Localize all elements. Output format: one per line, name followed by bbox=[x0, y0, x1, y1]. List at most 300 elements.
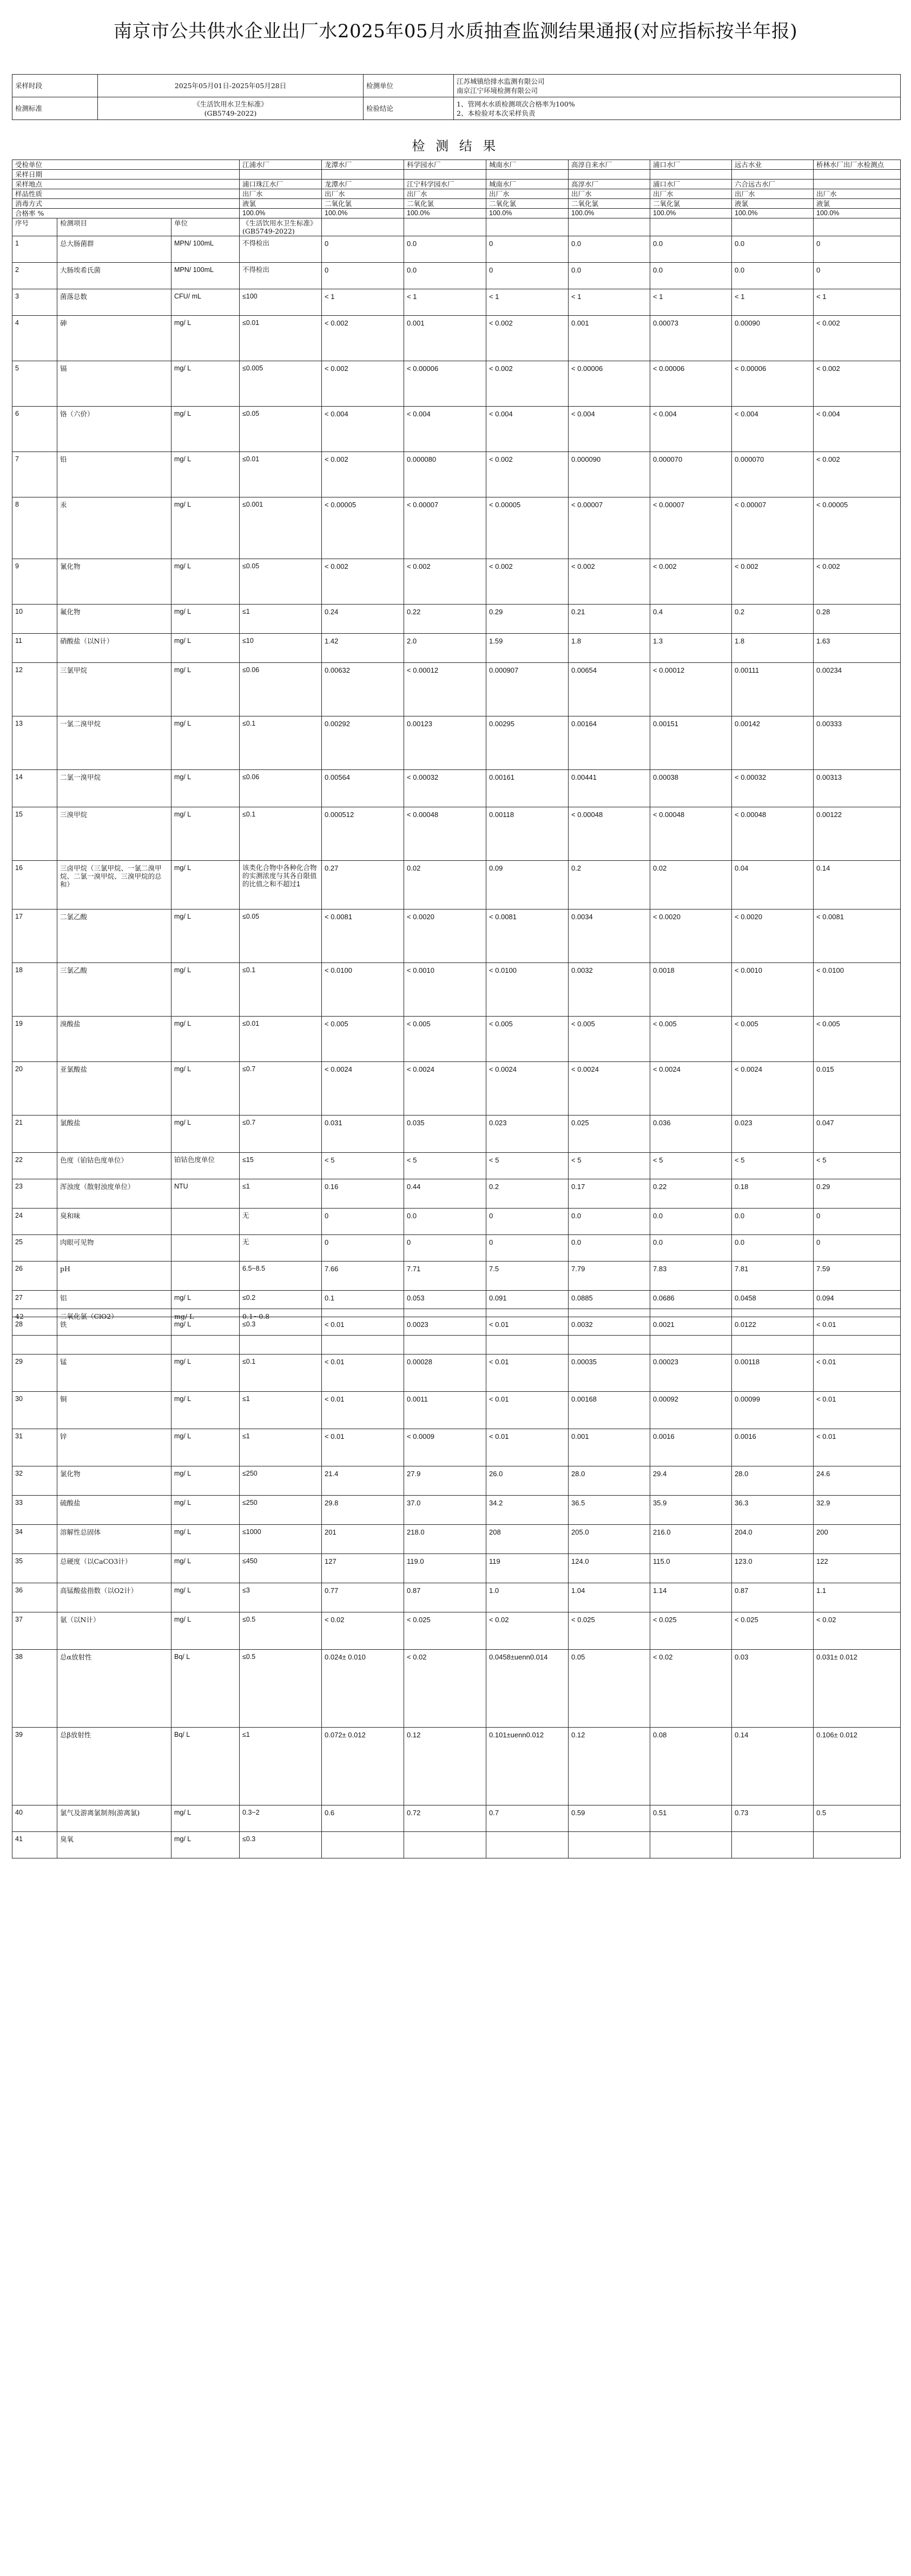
table-row bbox=[12, 1466, 901, 1496]
row-item: 硝酸盐（以N计） bbox=[57, 634, 171, 663]
row-value: 0.00092 bbox=[650, 1392, 732, 1429]
row-number: 25 bbox=[12, 1235, 57, 1262]
row-standard: 该类化合物中各种化合物的实测浓度与其各自限值的比值之和不超过1 bbox=[240, 861, 322, 909]
row-value: < 0.002 bbox=[569, 559, 650, 605]
row-value: 0.0034 bbox=[569, 909, 650, 963]
row-value: < 0.002 bbox=[650, 559, 732, 605]
row-value: < 0.0010 bbox=[732, 963, 814, 1017]
row-standard: ≤0.01 bbox=[240, 316, 322, 361]
row-value: < 0.004 bbox=[732, 407, 814, 452]
row-item: 总大肠菌群 bbox=[57, 236, 171, 263]
row-value: < 0.01 bbox=[486, 1429, 569, 1466]
row-value: 127 bbox=[322, 1554, 404, 1583]
row-value: < 0.002 bbox=[486, 559, 569, 605]
row-value: < 0.005 bbox=[322, 1017, 404, 1062]
row-item: 一氯二溴甲烷 bbox=[57, 716, 171, 770]
row-value: 0.0 bbox=[650, 1209, 732, 1235]
table-row bbox=[12, 1650, 901, 1728]
disinfect-method: 二氧化氯 bbox=[486, 199, 569, 209]
row-number: 20 bbox=[12, 1062, 57, 1116]
col-header-standard: 《生活饮用水卫生标准》(GB5749-2022) bbox=[240, 218, 322, 236]
row-item: 总硬度（以CaCO3计） bbox=[57, 1554, 171, 1583]
row-value: < 0.004 bbox=[569, 407, 650, 452]
row-standard: ≤0.05 bbox=[240, 407, 322, 452]
row-unit: mg/ L bbox=[171, 452, 240, 497]
row-value: < 0.002 bbox=[486, 316, 569, 361]
row-value: 0.0011 bbox=[404, 1392, 486, 1429]
row-value: < 0.025 bbox=[650, 1612, 732, 1650]
pass-rate: 100.0% bbox=[486, 209, 569, 218]
row-value bbox=[322, 1309, 404, 1336]
row-value: 0.73 bbox=[732, 1805, 814, 1832]
row-value: 1.63 bbox=[814, 634, 901, 663]
row-value: 0.0 bbox=[732, 1209, 814, 1235]
row-value: 0 bbox=[814, 236, 901, 263]
sample-type: 出厂水 bbox=[404, 189, 486, 199]
row-value: 0.0 bbox=[732, 236, 814, 263]
row-unit: mg/ L bbox=[171, 361, 240, 407]
row-value: 0.001 bbox=[569, 316, 650, 361]
row-value: < 1 bbox=[404, 289, 486, 316]
row-unit: Bq/ L bbox=[171, 1728, 240, 1805]
table-row bbox=[12, 1392, 901, 1429]
row-item: 色度（铂钴色度单位） bbox=[57, 1153, 171, 1179]
table-row bbox=[12, 807, 901, 861]
sample-location: 浦口珠江水厂 bbox=[240, 180, 322, 189]
row-value: < 0.02 bbox=[486, 1612, 569, 1650]
row-value: 0.87 bbox=[404, 1583, 486, 1612]
row-value: 0.2 bbox=[732, 605, 814, 634]
row-value: < 0.00012 bbox=[650, 663, 732, 716]
table-row bbox=[12, 1355, 901, 1392]
results-table bbox=[12, 160, 901, 1858]
header-row bbox=[12, 170, 901, 180]
row-value: 208 bbox=[486, 1525, 569, 1554]
row-value: 205.0 bbox=[569, 1525, 650, 1554]
row-value: < 0.00005 bbox=[322, 497, 404, 559]
row-value: 0.0 bbox=[650, 263, 732, 289]
row-number: 17 bbox=[12, 909, 57, 963]
row-number: 18 bbox=[12, 963, 57, 1017]
row-standard: ≤0.3 bbox=[240, 1832, 322, 1858]
table-row bbox=[12, 361, 901, 407]
row-value: 7.79 bbox=[569, 1262, 650, 1291]
row-number: 1 bbox=[12, 236, 57, 263]
row-value: 2.0 bbox=[404, 634, 486, 663]
row-value: 119 bbox=[486, 1554, 569, 1583]
row-value: < 0.0024 bbox=[732, 1062, 814, 1116]
row-value: 0.72 bbox=[404, 1805, 486, 1832]
row-standard: ≤0.001 bbox=[240, 497, 322, 559]
row-value: 0.00164 bbox=[569, 716, 650, 770]
row-value: < 0.00048 bbox=[404, 807, 486, 861]
row-unit: mg/ L bbox=[171, 1429, 240, 1466]
table-row bbox=[12, 407, 901, 452]
plant-name: 浦口水厂 bbox=[650, 160, 732, 170]
col-header-unit: 单位 bbox=[171, 218, 240, 236]
sample-type: 出厂水 bbox=[650, 189, 732, 199]
table-row bbox=[12, 634, 901, 663]
row-value: 0.29 bbox=[814, 1179, 901, 1209]
sample-type: 出厂水 bbox=[732, 189, 814, 199]
row-value: < 0.004 bbox=[486, 407, 569, 452]
row-unit: mg/ L bbox=[171, 1583, 240, 1612]
row-standard: 6.5~8.5 bbox=[240, 1262, 322, 1291]
table-row bbox=[12, 452, 901, 497]
table-row bbox=[12, 1612, 901, 1650]
row-item: 三氯甲烷 bbox=[57, 663, 171, 716]
row-item: 大肠埃希氏菌 bbox=[57, 263, 171, 289]
row-value: 0.77 bbox=[322, 1583, 404, 1612]
row-value: 0.24 bbox=[322, 605, 404, 634]
row-value: < 0.01 bbox=[322, 1392, 404, 1429]
col-header-blank bbox=[650, 218, 732, 236]
row-value: 0.031 bbox=[322, 1116, 404, 1153]
row-unit bbox=[171, 1209, 240, 1235]
row-value: 0.08 bbox=[650, 1728, 732, 1805]
row-number: 26 bbox=[12, 1262, 57, 1291]
row-value: < 1 bbox=[486, 289, 569, 316]
row-value: < 0.0024 bbox=[322, 1062, 404, 1116]
row-value: 204.0 bbox=[732, 1525, 814, 1554]
conclusion-value: 1、管网水水质检测项次合格率为100% 2、本检验对本次采样负责 bbox=[454, 97, 901, 120]
row-value: < 0.01 bbox=[486, 1392, 569, 1429]
row-standard: ≤0.01 bbox=[240, 452, 322, 497]
table-row bbox=[12, 963, 901, 1017]
table-row bbox=[12, 1309, 901, 1336]
row-value: 0.02 bbox=[650, 861, 732, 909]
row-unit: mg/ L bbox=[171, 1832, 240, 1858]
row-value: 0.091 bbox=[486, 1291, 569, 1317]
header-label: 采样地点 bbox=[12, 180, 240, 189]
row-value: 0 bbox=[322, 1209, 404, 1235]
sample-type: 出厂水 bbox=[322, 189, 404, 199]
row-value: 0.0 bbox=[569, 1209, 650, 1235]
row-value bbox=[814, 1309, 901, 1336]
row-value: < 0.01 bbox=[814, 1317, 901, 1355]
disinfect-method: 二氧化氯 bbox=[322, 199, 404, 209]
row-value: < 0.01 bbox=[322, 1429, 404, 1466]
row-standard: ≤1 bbox=[240, 1392, 322, 1429]
row-item: 肉眼可见物 bbox=[57, 1235, 171, 1262]
row-value: 1.8 bbox=[732, 634, 814, 663]
row-value: 0.0023 bbox=[404, 1317, 486, 1355]
row-item: 臭和味 bbox=[57, 1209, 171, 1235]
conclusion-label: 检验结论 bbox=[364, 97, 454, 120]
row-unit: mg/ L bbox=[171, 1496, 240, 1525]
row-unit bbox=[171, 1262, 240, 1291]
row-value: 0.16 bbox=[322, 1179, 404, 1209]
row-item: 铝 bbox=[57, 1291, 171, 1317]
row-unit: mg/ L bbox=[171, 1355, 240, 1392]
row-standard: ≤0.06 bbox=[240, 663, 322, 716]
row-value: < 0.002 bbox=[322, 452, 404, 497]
plant-name: 高淳自来水厂 bbox=[569, 160, 650, 170]
row-value: 36.5 bbox=[569, 1496, 650, 1525]
row-value: 0.00090 bbox=[732, 316, 814, 361]
table-row bbox=[12, 605, 901, 634]
row-item: 氰化物 bbox=[57, 559, 171, 605]
sample-type: 出厂水 bbox=[569, 189, 650, 199]
row-value: 0.04 bbox=[732, 861, 814, 909]
table-row bbox=[12, 1017, 901, 1062]
row-value: 0 bbox=[404, 1235, 486, 1262]
row-value: < 0.0100 bbox=[486, 963, 569, 1017]
row-value: < 0.02 bbox=[322, 1612, 404, 1650]
row-value: 0.00168 bbox=[569, 1392, 650, 1429]
sample-type: 出厂水 bbox=[486, 189, 569, 199]
row-value: 0.00028 bbox=[404, 1355, 486, 1392]
row-item: 铁 bbox=[57, 1317, 171, 1355]
row-value: 0.0 bbox=[404, 1209, 486, 1235]
sample-date bbox=[240, 170, 322, 180]
row-value: < 5 bbox=[569, 1153, 650, 1179]
row-value: < 0.0100 bbox=[322, 963, 404, 1017]
row-value: 29.8 bbox=[322, 1496, 404, 1525]
sample-date bbox=[814, 170, 901, 180]
row-value: 0.00292 bbox=[322, 716, 404, 770]
row-value bbox=[569, 1309, 650, 1336]
row-item: 锰 bbox=[57, 1355, 171, 1392]
row-value: < 0.004 bbox=[322, 407, 404, 452]
row-value: 0.00118 bbox=[732, 1355, 814, 1392]
table-row bbox=[12, 559, 901, 605]
row-value: < 0.00048 bbox=[569, 807, 650, 861]
row-item: 锌 bbox=[57, 1429, 171, 1466]
row-value: 24.6 bbox=[814, 1466, 901, 1496]
row-value: 0 bbox=[814, 1209, 901, 1235]
row-standard: ≤1 bbox=[240, 1429, 322, 1466]
row-item: 臭氧 bbox=[57, 1832, 171, 1858]
row-value: < 0.002 bbox=[814, 316, 901, 361]
row-value: < 1 bbox=[732, 289, 814, 316]
period-label: 采样时段 bbox=[12, 75, 98, 97]
row-value: < 5 bbox=[732, 1153, 814, 1179]
row-value: 0.0 bbox=[569, 1235, 650, 1262]
row-value: 115.0 bbox=[650, 1554, 732, 1583]
sample-location bbox=[814, 180, 901, 189]
row-value: < 0.002 bbox=[814, 452, 901, 497]
row-value: < 0.025 bbox=[404, 1612, 486, 1650]
table-row bbox=[12, 263, 901, 289]
row-value: 0.00151 bbox=[650, 716, 732, 770]
row-value: 0.000070 bbox=[732, 452, 814, 497]
plant-name: 桥林水厂出厂水检测点 bbox=[814, 160, 901, 170]
row-value: 0.12 bbox=[404, 1728, 486, 1805]
row-value: 7.83 bbox=[650, 1262, 732, 1291]
row-value: 1.3 bbox=[650, 634, 732, 663]
row-value: < 0.002 bbox=[814, 361, 901, 407]
row-value: 0.000090 bbox=[569, 452, 650, 497]
row-standard: ≤250 bbox=[240, 1496, 322, 1525]
table-row bbox=[12, 1429, 901, 1466]
row-value: < 0.02 bbox=[404, 1650, 486, 1728]
row-value: 0.00295 bbox=[486, 716, 569, 770]
standard-value: 《生活饮用水卫生标准》 (GB5749-2022) bbox=[98, 97, 364, 120]
row-unit: mg/ L bbox=[171, 861, 240, 909]
row-value: < 5 bbox=[404, 1153, 486, 1179]
row-value: 0 bbox=[486, 1235, 569, 1262]
row-value: 0.2 bbox=[569, 861, 650, 909]
row-value: 0.09 bbox=[486, 861, 569, 909]
row-value: 0.00111 bbox=[732, 663, 814, 716]
row-standard: ≤0.1 bbox=[240, 963, 322, 1017]
row-number: 38 bbox=[12, 1650, 57, 1728]
row-number: 27 bbox=[12, 1291, 57, 1317]
row-value: 1.14 bbox=[650, 1583, 732, 1612]
row-value: 1.8 bbox=[569, 634, 650, 663]
row-number: 39 bbox=[12, 1728, 57, 1805]
row-item: 铬（六价） bbox=[57, 407, 171, 452]
row-value: 0.00161 bbox=[486, 770, 569, 807]
plant-name: 龙潭水厂 bbox=[322, 160, 404, 170]
row-unit: mg/ L bbox=[171, 1612, 240, 1650]
row-unit: mg/ L bbox=[171, 316, 240, 361]
row-value: < 5 bbox=[486, 1153, 569, 1179]
row-number: 6 bbox=[12, 407, 57, 452]
row-standard: 0.3~2 bbox=[240, 1805, 322, 1832]
row-value: < 0.0024 bbox=[404, 1062, 486, 1116]
row-value: 21.4 bbox=[322, 1466, 404, 1496]
row-item: 三卤甲烷（三氯甲烷、一氯二溴甲烷、二氯一溴甲烷、三溴甲烷的总和） bbox=[57, 861, 171, 909]
plant-name: 科学园水厂 bbox=[404, 160, 486, 170]
row-item: 三氯乙酸 bbox=[57, 963, 171, 1017]
row-unit: mg/ L bbox=[171, 663, 240, 716]
row-value: < 0.00005 bbox=[814, 497, 901, 559]
row-unit: mg/ L bbox=[171, 1291, 240, 1317]
row-value: < 0.002 bbox=[732, 559, 814, 605]
row-number: 30 bbox=[12, 1392, 57, 1429]
header-row bbox=[12, 189, 901, 199]
row-value: < 0.01 bbox=[322, 1355, 404, 1392]
row-value: 34.2 bbox=[486, 1496, 569, 1525]
row-value bbox=[650, 1832, 732, 1858]
row-value: 37.0 bbox=[404, 1496, 486, 1525]
row-value: < 0.01 bbox=[814, 1429, 901, 1466]
pass-rate: 100.0% bbox=[814, 209, 901, 218]
disinfect-method: 液氯 bbox=[732, 199, 814, 209]
row-value: 0.031± 0.012 bbox=[814, 1650, 901, 1728]
row-value: 0 bbox=[814, 1235, 901, 1262]
row-value: 36.3 bbox=[732, 1496, 814, 1525]
sample-type: 出厂水 bbox=[814, 189, 901, 199]
row-value: 119.0 bbox=[404, 1554, 486, 1583]
row-value: 0.17 bbox=[569, 1179, 650, 1209]
row-item: 总β放射性 bbox=[57, 1728, 171, 1805]
row-value: 0.0 bbox=[650, 1235, 732, 1262]
row-number: 22 bbox=[12, 1153, 57, 1179]
row-item: 镉 bbox=[57, 361, 171, 407]
row-value: < 1 bbox=[322, 289, 404, 316]
row-value: 0.023 bbox=[486, 1116, 569, 1153]
sample-date bbox=[732, 170, 814, 180]
row-value: < 0.005 bbox=[486, 1017, 569, 1062]
row-value: < 0.02 bbox=[814, 1612, 901, 1650]
row-standard: ≤10 bbox=[240, 634, 322, 663]
table-row bbox=[12, 663, 901, 716]
row-value: 0.00333 bbox=[814, 716, 901, 770]
row-standard: 无 bbox=[240, 1235, 322, 1262]
disinfect-method: 二氧化氯 bbox=[404, 199, 486, 209]
row-unit: MPN/ 100mL bbox=[171, 236, 240, 263]
row-value: < 1 bbox=[650, 289, 732, 316]
row-value: < 0.0081 bbox=[814, 909, 901, 963]
row-value: < 0.005 bbox=[732, 1017, 814, 1062]
row-value: 0.22 bbox=[650, 1179, 732, 1209]
row-standard: ≤0.05 bbox=[240, 909, 322, 963]
row-value: 0.7 bbox=[486, 1805, 569, 1832]
row-value: 218.0 bbox=[404, 1525, 486, 1554]
row-value: 0.03 bbox=[732, 1650, 814, 1728]
row-number: 31 bbox=[12, 1429, 57, 1466]
row-value: 0.0016 bbox=[650, 1429, 732, 1466]
header-row bbox=[12, 199, 901, 209]
row-value: 0.51 bbox=[650, 1805, 732, 1832]
row-number: 9 bbox=[12, 559, 57, 605]
row-number: 23 bbox=[12, 1179, 57, 1209]
row-value: < 0.002 bbox=[322, 361, 404, 407]
row-unit: mg/ L bbox=[171, 1017, 240, 1062]
row-value: 0.024± 0.010 bbox=[322, 1650, 404, 1728]
row-value: 0.101±uenn0.012 bbox=[486, 1728, 569, 1805]
row-value: 0 bbox=[322, 236, 404, 263]
row-value bbox=[732, 1309, 814, 1336]
row-value: 0.02 bbox=[404, 861, 486, 909]
row-number: 13 bbox=[12, 716, 57, 770]
row-value: 0.0021 bbox=[650, 1317, 732, 1355]
table-row bbox=[12, 1209, 901, 1235]
row-unit: mg/ L bbox=[171, 559, 240, 605]
row-number: 35 bbox=[12, 1554, 57, 1583]
row-value: 0.00632 bbox=[322, 663, 404, 716]
row-number: 14 bbox=[12, 770, 57, 807]
row-value: 1.1 bbox=[814, 1583, 901, 1612]
row-value: 0.00118 bbox=[486, 807, 569, 861]
col-header-blank bbox=[569, 218, 650, 236]
row-item: 砷 bbox=[57, 316, 171, 361]
row-value: < 0.0020 bbox=[732, 909, 814, 963]
row-item: 汞 bbox=[57, 497, 171, 559]
row-item: pH bbox=[57, 1262, 171, 1291]
table-row bbox=[12, 1153, 901, 1179]
row-value: 0.22 bbox=[404, 605, 486, 634]
header-row bbox=[12, 160, 901, 170]
row-standard: ≤15 bbox=[240, 1153, 322, 1179]
row-value bbox=[650, 1309, 732, 1336]
row-item: 氯气及游离氯制剂(游离氯) bbox=[57, 1805, 171, 1832]
row-value: 0.094 bbox=[814, 1291, 901, 1317]
row-value: 0.001 bbox=[404, 316, 486, 361]
row-value: 216.0 bbox=[650, 1525, 732, 1554]
row-value: 0.015 bbox=[814, 1062, 901, 1116]
row-value: < 0.01 bbox=[486, 1317, 569, 1355]
standard-label: 检测标准 bbox=[12, 97, 98, 120]
row-item: 硫酸盐 bbox=[57, 1496, 171, 1525]
row-value: < 0.005 bbox=[404, 1017, 486, 1062]
row-item: 浑浊度（散射浊度单位） bbox=[57, 1179, 171, 1209]
row-number: 41 bbox=[12, 1832, 57, 1858]
sample-location: 高淳水厂 bbox=[569, 180, 650, 189]
row-value: 0.1 bbox=[322, 1291, 404, 1317]
row-value: 0 bbox=[486, 236, 569, 263]
org-label: 检测单位 bbox=[364, 75, 454, 97]
row-value: 122 bbox=[814, 1554, 901, 1583]
row-number: 7 bbox=[12, 452, 57, 497]
row-unit: MPN/ 100mL bbox=[171, 263, 240, 289]
row-standard: ≤0.05 bbox=[240, 559, 322, 605]
row-value: 0 bbox=[322, 263, 404, 289]
row-value: 29.4 bbox=[650, 1466, 732, 1496]
